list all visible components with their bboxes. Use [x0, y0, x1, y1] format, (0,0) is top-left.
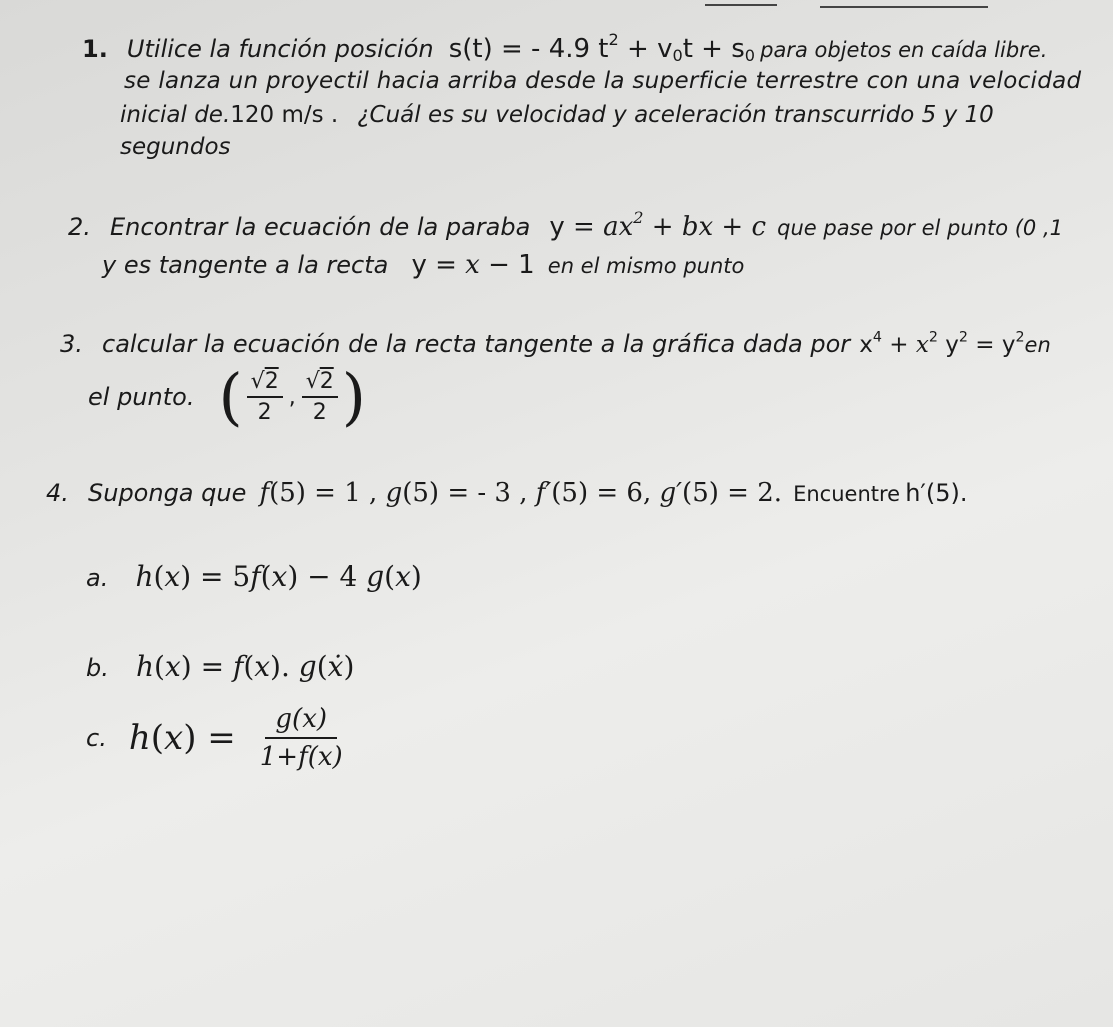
question-3-line-2 [88, 360, 366, 434]
part-c [86, 696, 353, 780]
given-values: f(5) = 1 , g(5) = - 3 , f′(5) = 6, g′(5) = 2. [259, 478, 782, 508]
question-number: 1. [82, 35, 108, 63]
question-text: el punto. [88, 383, 195, 411]
question-1-line-4: segundos [120, 134, 231, 160]
tangent-line-equation: y = x − 1 [411, 250, 535, 280]
initial-velocity: 120 m/s . [230, 102, 339, 128]
part-b [86, 650, 354, 683]
question-number: 4. [46, 479, 69, 507]
question-text: Encontrar la ecuación de la paraba [110, 213, 531, 241]
point-coordinates: ( $\frac{√2}{2}$ , $\frac{√2}{2}$ ) [218, 360, 366, 434]
question-number: 3. [60, 330, 83, 358]
question-text: ¿Cuál es su velocidad y aceleración transcurrido 5 y 10 [357, 102, 994, 128]
part-label: b. [86, 654, 109, 682]
fraction-sqrt2-over-2: $\frac{√2}{2}$ [302, 369, 338, 425]
part-c-denominator: 1+f(x) [259, 742, 343, 772]
parabola-equation: $y = ax^2$ + bx + c [549, 207, 767, 242]
question-text: para objetos en caída libre. [760, 38, 1048, 62]
question-2-line-1 [68, 207, 1063, 242]
question-3-line-1 [60, 330, 1051, 358]
question-text: Encuentre [793, 482, 901, 506]
part-label: c. [86, 724, 107, 752]
part-c-lhs: h(x) = [128, 718, 236, 758]
fraction-sqrt2-over-2: $\frac{√2}{2}$ [247, 369, 283, 425]
curve-equation: $x^4 + x^2$ $y^2 = y^2$ [859, 329, 1025, 358]
question-1-line-3 [120, 102, 994, 128]
question-1-line-2: se lanza un proyectil hacia arriba desde la superficie terrestre con una velocidad [124, 68, 1082, 94]
question-number: 2. [68, 213, 91, 241]
target-expression: h′(5). [905, 479, 968, 507]
question-text: en el mismo punto [547, 254, 745, 278]
part-b-formula: h(x) = f(x). g(ẋ) [135, 650, 355, 683]
question-1-line-1 [82, 29, 1048, 66]
cut-off-line [820, 6, 988, 8]
part-a-formula: h(x) = 5f(x) − 4 g(x) [135, 560, 422, 593]
question-2-line-2 [102, 250, 744, 280]
position-function: s(t) = - 4.9 $t^2 + v_0t + s_0$ [448, 29, 756, 66]
part-c-fraction [254, 704, 349, 772]
question-text: calcular la ecuación de la recta tangente a la gráfica dada por [102, 330, 851, 358]
question-text: Suponga que [88, 479, 247, 507]
part-a [86, 560, 422, 593]
question-4-line-1 [46, 478, 967, 508]
question-text: inicial de. [120, 102, 231, 128]
part-c-numerator: g(x) [265, 704, 337, 739]
question-text: que pase por el punto (0 ,1 [777, 216, 1063, 240]
question-text: en [1024, 333, 1051, 357]
cut-off-line [705, 4, 777, 6]
question-text: y es tangente a la recta [102, 251, 389, 279]
question-text: Utilice la función posición [126, 35, 434, 63]
part-label: a. [86, 564, 109, 592]
